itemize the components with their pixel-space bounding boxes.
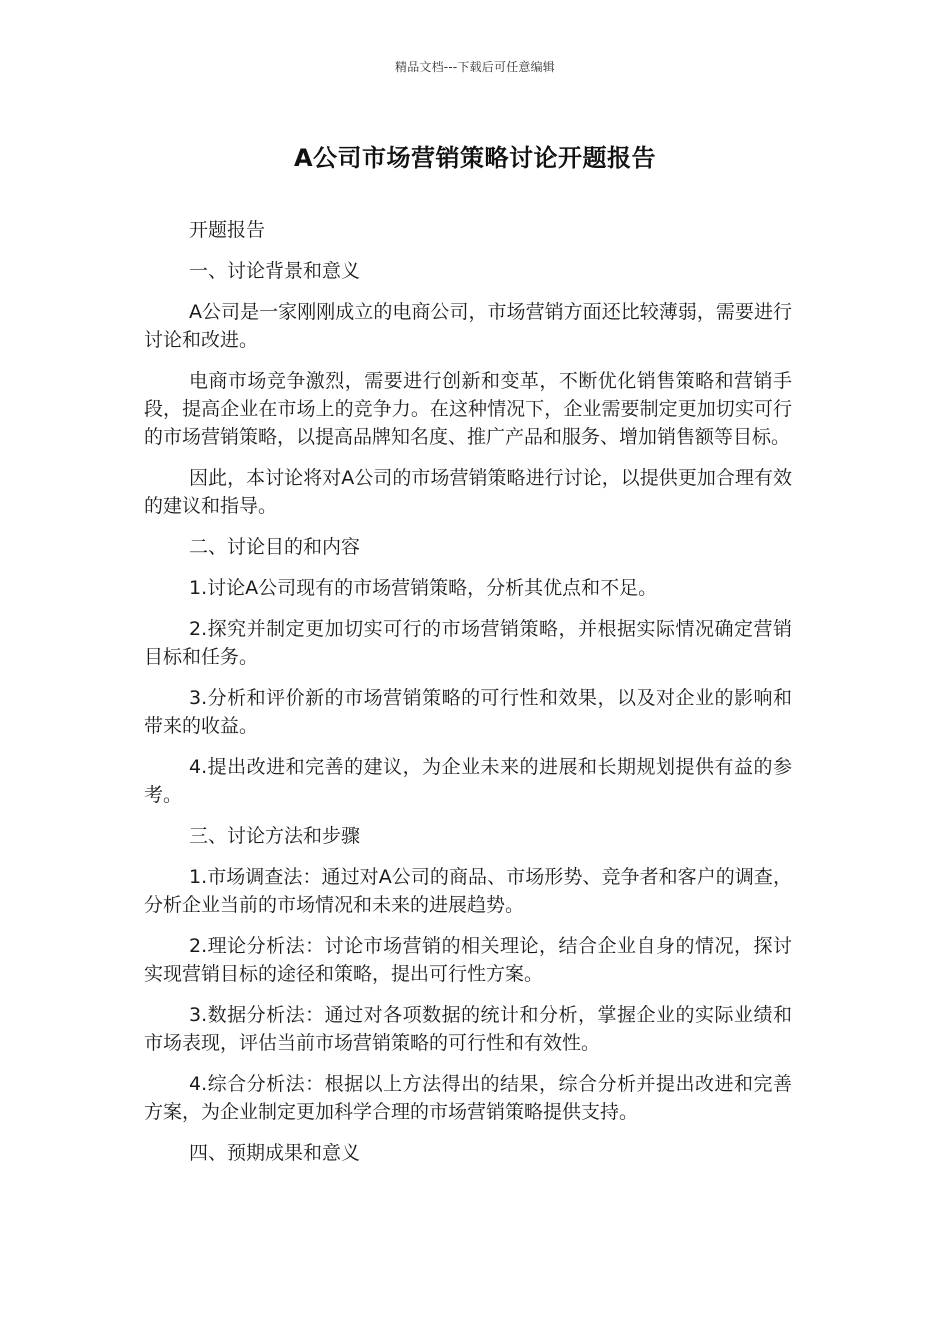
subtitle-report: 开题报告 (189, 219, 266, 241)
list-item: 4.综合分析法：根据以上方法得出的结果，综合分析并提出改进和完善方案，为企业制定更加科学合理的市场营销策略提供支持。 (144, 1073, 792, 1123)
section-heading-methods: 三、讨论方法和步骤 (189, 825, 361, 847)
list-item: 2.探究并制定更加切实可行的市场营销策略，并根据实际情况确定营销目标和任务。 (144, 618, 792, 668)
document-title: A公司市场营销策略讨论开题报告 (293, 144, 657, 172)
list-item: 3.数据分析法：通过对各项数据的统计和分析，掌握企业的实际业绩和市场表现，评估当前市场营销策略的可行性和有效性。 (144, 1004, 792, 1054)
paragraph: 电商市场竞争激烈，需要进行创新和变革，不断优化销售策略和营销手段，提高企业在市场上的竞争力。在这种情况下，企业需要制定更加切实可行的市场营销策略，以提高品牌知名度、推广产品和服务、增加销售额等目标。 (144, 370, 792, 448)
list-item: 2.理论分析法：讨论市场营销的相关理论，结合企业自身的情况，探讨实现营销目标的途径和策略，提出可行性方案。 (144, 935, 792, 985)
paragraph: A公司是一家刚刚成立的电商公司，市场营销方面还比较薄弱，需要进行讨论和改进。 (144, 301, 792, 351)
list-item: 1.市场调查法：通过对A公司的商品、市场形势、竞争者和客户的调查，分析企业当前的市场情况和未来的进展趋势。 (144, 866, 792, 916)
section-heading-purpose: 二、讨论目的和内容 (189, 536, 361, 558)
section-heading-background: 一、讨论背景和意义 (189, 260, 361, 282)
paragraph: 因此，本讨论将对A公司的市场营销策略进行讨论，以提供更加合理有效的建议和指导。 (144, 467, 792, 517)
header-note: 精品文档---下载后可任意编辑 (395, 60, 555, 74)
section-heading-outcomes: 四、预期成果和意义 (189, 1142, 361, 1164)
document-body (144, 216, 792, 1180)
list-item: 1.讨论A公司现有的市场营销策略，分析其优点和不足。 (189, 577, 658, 599)
list-item: 3.分析和评价新的市场营销策略的可行性和效果，以及对企业的影响和带来的收益。 (144, 687, 792, 737)
list-item: 4.提出改进和完善的建议，为企业未来的进展和长期规划提供有益的参考。 (144, 756, 792, 806)
